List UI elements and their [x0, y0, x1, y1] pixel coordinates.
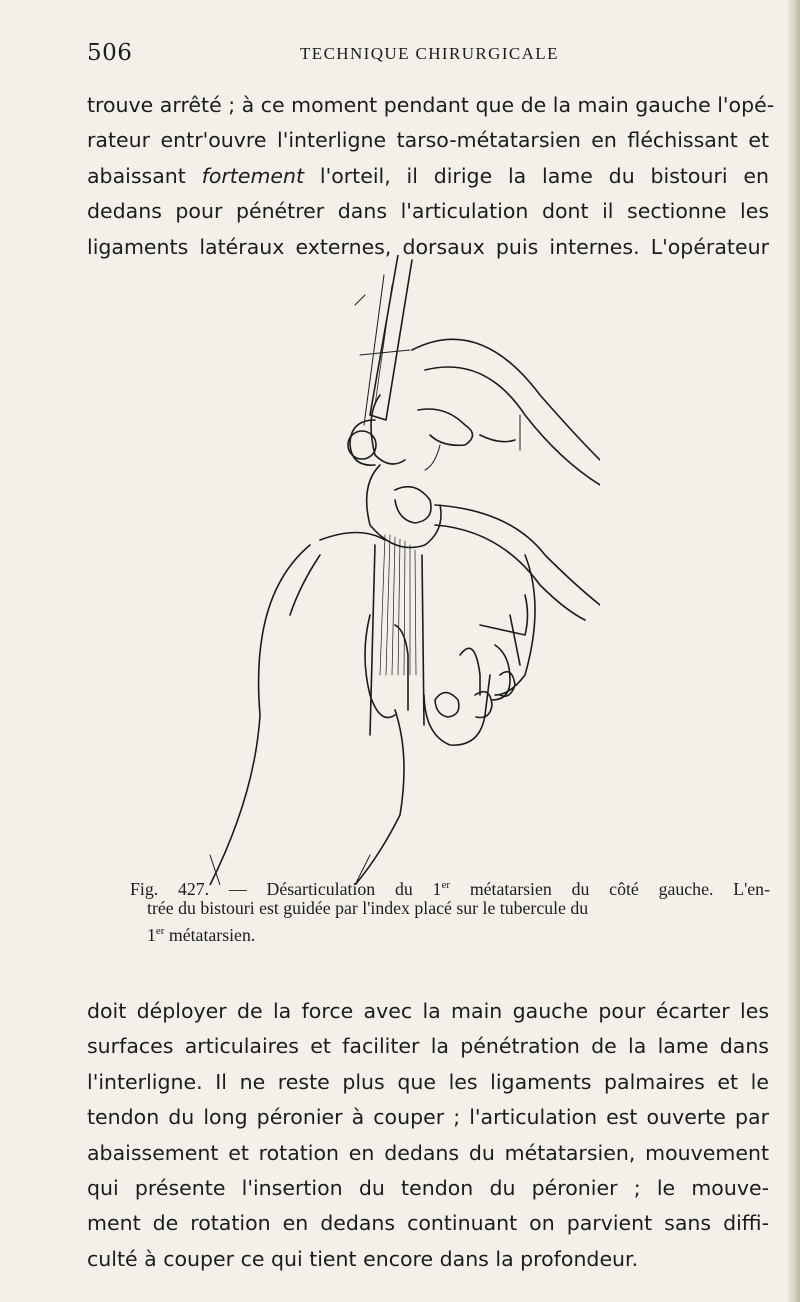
caption-text: métatarsien du côté gauche. L'en- [450, 878, 770, 899]
caption-line: trée du bistouri est guidée par l'index placé sur le tubercule du [147, 898, 589, 918]
text-line: qui présente l'insertion du tendon du péronier ; le mouve- [87, 1175, 769, 1200]
figure-caption [130, 874, 770, 943]
text-segment: l'orteil, il dirige la lame du bistouri en [319, 163, 769, 188]
text-segment: abaissant [87, 163, 186, 188]
paragraph-top [87, 88, 775, 265]
page-header [87, 38, 737, 78]
text-line: abaissement et rotation en dedans du métatarsien, mouvement [87, 1140, 769, 1165]
text-line: dedans pour pénétrer dans l'articulation dont il sectionne les [87, 199, 769, 224]
caption-superscript: er [155, 925, 165, 937]
text-line: trouve arrêté ; à ce moment pendant que de la main gauche l'opé- [87, 93, 775, 117]
text-line [87, 159, 769, 194]
emphasis-text: fortement [201, 163, 305, 188]
figure-illustration [180, 255, 600, 885]
caption-text: Fig. 427. — Désarticulation du 1 [130, 878, 442, 899]
text-line: doit déployer de la force avec la main gauche pour écarter les [87, 999, 769, 1023]
caption-text: 1 [147, 924, 156, 945]
page-number: 506 [87, 40, 133, 66]
text-line: ligaments latéraux externes, dorsaux puis internes. L'opérateur [87, 234, 769, 259]
text-line: rateur entr'ouvre l'interligne tarso-métatarsien en fléchissant et [87, 128, 769, 153]
running-title: TECHNIQUE CHIRURGICALE [300, 44, 559, 63]
caption-line [130, 874, 770, 897]
page-edge [786, 0, 800, 1302]
text-line: ment de rotation en dedans continuant on parvient sans diffi- [87, 1211, 769, 1236]
text-line: l'interligne. Il ne reste plus que les ligaments palmaires et le [87, 1069, 769, 1094]
caption-superscript: er [441, 879, 450, 891]
text-line: surfaces articulaires et faciliter la pénétration de la lame dans [87, 1034, 769, 1059]
paragraph-bottom [87, 994, 769, 1277]
text-line: tendon du long péronier à couper ; l'articulation est ouverte par [87, 1105, 769, 1130]
hand-foot-engraving [180, 255, 600, 885]
caption-text: métatarsien. [164, 924, 256, 945]
caption-line [130, 920, 770, 943]
text-line: culté à couper ce qui tient encore dans la profondeur. [87, 1246, 639, 1271]
